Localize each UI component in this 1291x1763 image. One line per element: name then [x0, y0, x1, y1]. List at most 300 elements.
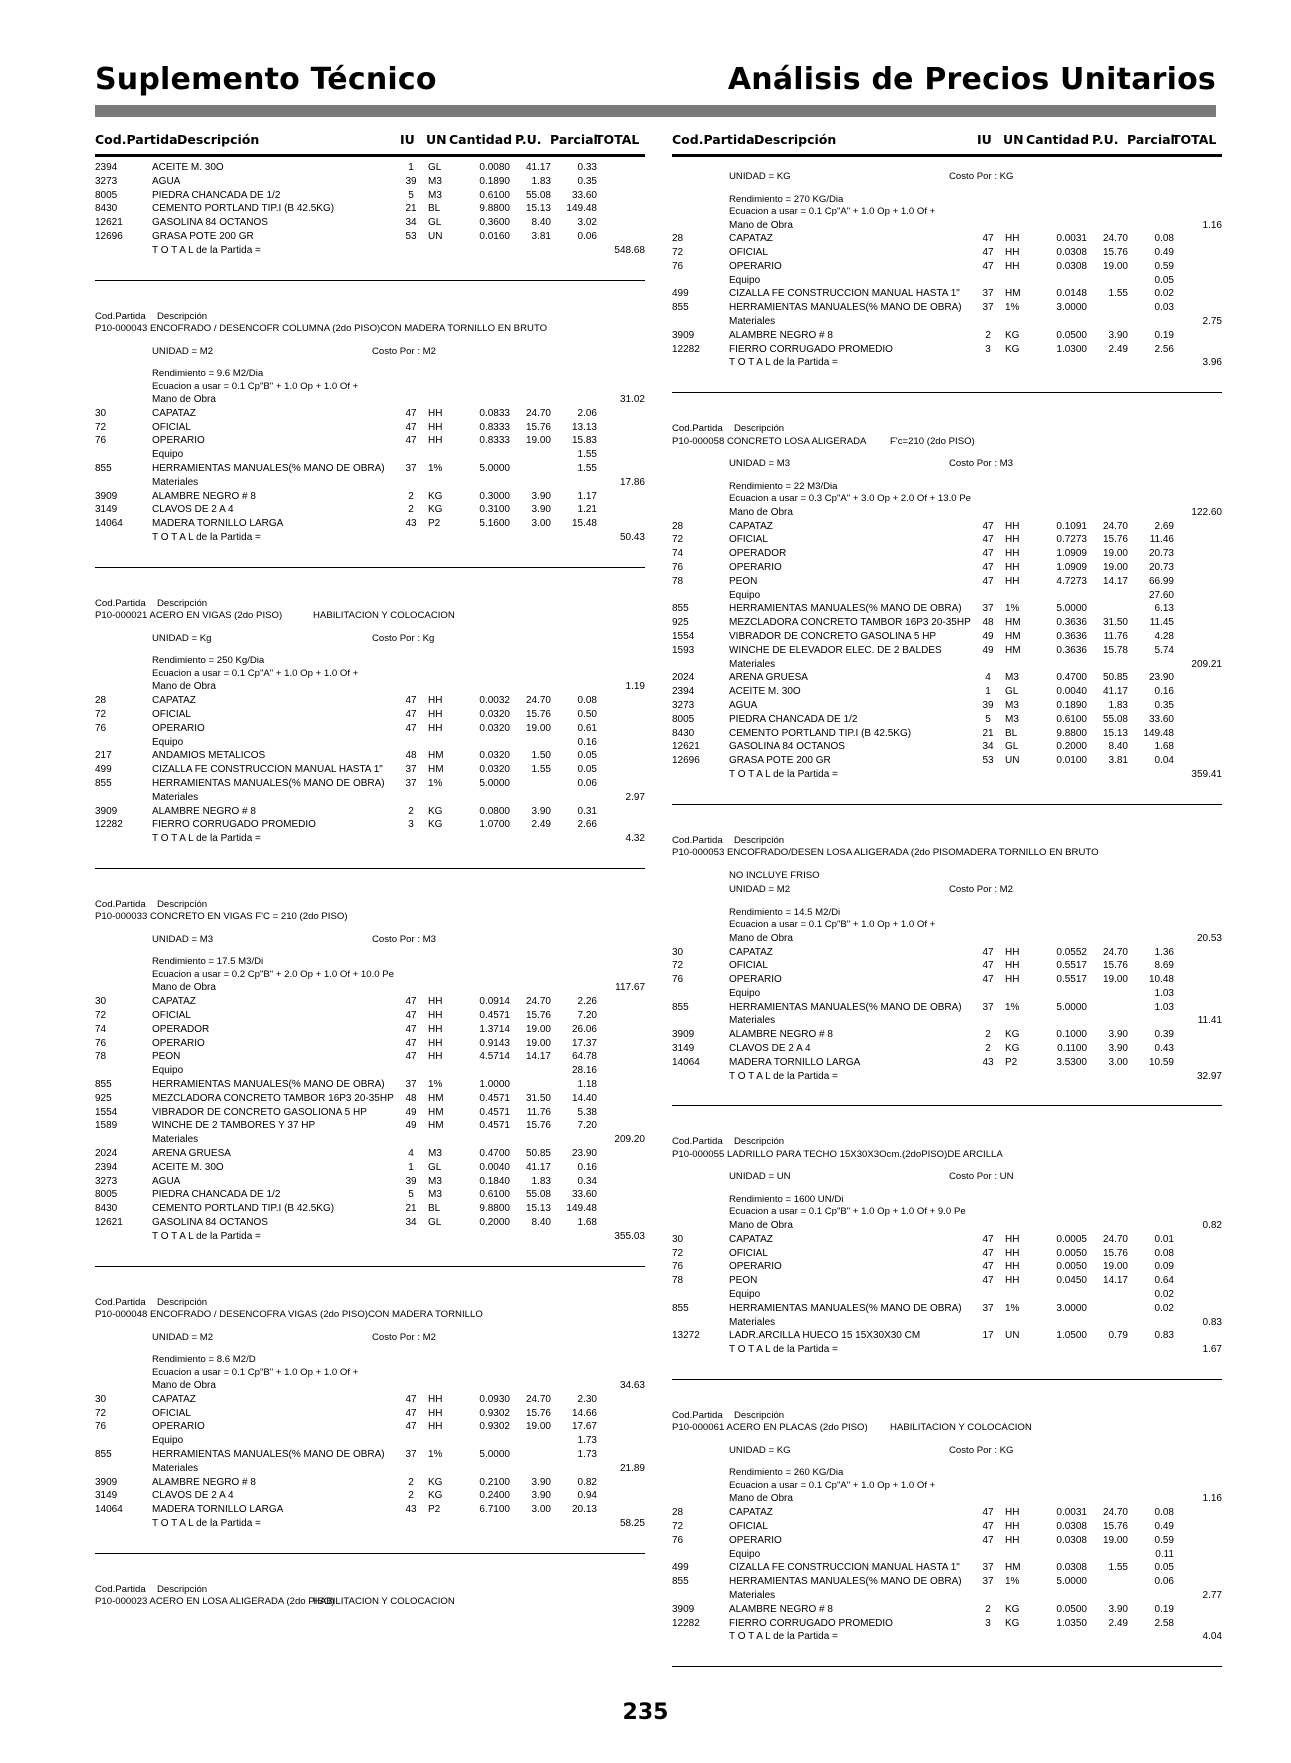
unit-cell: HM [1005, 644, 1021, 656]
iu-cell: 47 [982, 548, 994, 560]
table-row [672, 1056, 1222, 1070]
table-row [672, 959, 1222, 973]
unit-price-cell: 1.55 [1108, 288, 1128, 300]
partial-cell: 15.83 [571, 435, 597, 447]
code-cell: 30 [672, 946, 684, 958]
table-row [95, 1393, 645, 1407]
partida-header-labels [672, 1136, 1222, 1149]
note-text: NO INCLUYE FRISO [729, 869, 820, 881]
table-row [95, 448, 645, 462]
description-cell: OPERARIO [729, 974, 782, 986]
code-cell: 855 [672, 1302, 689, 1314]
unidad-value: UNIDAD = M3 [152, 933, 214, 945]
descripcion-label: Descripción [734, 423, 785, 435]
description-cell: OPERARIO [729, 561, 782, 573]
code-cell: 8430 [672, 727, 695, 739]
quantity-cell: 0.0320 [479, 750, 510, 762]
partial-cell: 0.82 [577, 1476, 597, 1488]
unit-price-cell: 24.70 [525, 407, 551, 419]
quantity-cell: 4.7273 [1056, 575, 1087, 587]
partida-title-extra: F'c=210 (2do PISO) [890, 435, 975, 447]
unit-cell: 1% [428, 463, 443, 475]
unit-price-cell: 1.55 [531, 764, 551, 776]
iu-cell: 47 [405, 1023, 417, 1035]
unit-cell: KG [1005, 343, 1020, 355]
header-pu: P.U. [1092, 132, 1119, 147]
cod-partida-label: Cod.Partida [672, 423, 723, 435]
table-row [672, 1548, 1222, 1562]
descripcion-label: Descripción [157, 1583, 208, 1595]
cod-partida-label: Cod.Partida [95, 597, 146, 609]
quantity-cell: 1.0909 [1056, 561, 1087, 573]
unit-cell: UN [428, 230, 443, 242]
unit-price-cell: 19.00 [525, 435, 551, 447]
table-row [95, 1119, 645, 1133]
unit-cell: HH [428, 1037, 443, 1049]
partida-note [672, 870, 1222, 883]
note-text: Rendimiento = 1600 UN/Di [729, 1193, 844, 1205]
table-row [95, 736, 645, 750]
quantity-cell: 0.0308 [1056, 1562, 1087, 1574]
unit-cell: HH [1005, 1233, 1020, 1245]
iu-cell: 47 [982, 233, 994, 245]
spacer [672, 1161, 1222, 1171]
quantity-cell: 0.2400 [479, 1490, 510, 1502]
unidad-row [95, 1332, 645, 1345]
table-row [95, 708, 645, 722]
iu-cell: 3 [985, 1617, 991, 1629]
iu-cell: 39 [405, 1175, 417, 1187]
unit-price-cell: 15.76 [525, 708, 551, 720]
table-row [672, 1288, 1222, 1302]
code-cell: 855 [672, 1001, 689, 1013]
partida-note [95, 1367, 645, 1380]
partida-title: P10-000055 LADRILLO PARA TECHO 15X30X3Ocm.(2doPISO)DE ARCILLA [672, 1148, 1003, 1160]
iu-cell: 43 [982, 1056, 994, 1068]
quantity-cell: 1.3714 [479, 1023, 510, 1035]
code-cell: 2024 [672, 672, 695, 684]
partial-cell: 0.11 [1155, 1548, 1174, 1560]
table-row [95, 230, 645, 244]
total-cell: 2.75 [1202, 316, 1222, 328]
description-cell: ACEITE M. 30O [152, 1161, 224, 1173]
table-row [672, 356, 1222, 370]
unidad-value: UNIDAD = M2 [152, 345, 214, 357]
spacer [672, 1184, 1222, 1194]
partial-cell: 3.02 [577, 217, 597, 229]
table-row [95, 393, 645, 407]
partida-title-row [95, 1596, 645, 1609]
quantity-cell: 1.0000 [479, 1078, 510, 1090]
description-cell: CLAVOS DE 2 A 4 [152, 504, 234, 516]
partial-cell: 0.01 [1154, 1233, 1174, 1245]
partida-note [95, 381, 645, 394]
code-cell: 76 [95, 435, 107, 447]
code-cell: 30 [95, 407, 107, 419]
unidad-row [95, 934, 645, 947]
code-cell: 28 [672, 1507, 684, 1519]
table-row [95, 490, 645, 504]
partial-cell: 10.48 [1148, 974, 1174, 986]
iu-cell: 47 [982, 575, 994, 587]
quantity-cell: 9.8800 [1056, 727, 1087, 739]
description-cell: T O T A L de la Partida = [152, 532, 261, 544]
table-row [95, 189, 645, 203]
iu-cell: 1 [408, 162, 414, 173]
table-row [95, 1503, 645, 1517]
unit-cell: HH [1005, 974, 1020, 986]
quantity-cell: 0.9302 [479, 1421, 510, 1433]
iu-cell: 47 [405, 1421, 417, 1433]
costo-por-value: Costo Por : KG [949, 171, 1014, 182]
code-cell: 855 [672, 302, 689, 314]
code-cell: 72 [95, 708, 107, 720]
note-text: Ecuacion a usar = 0.1 Cp"B" + 1.0 Op + 1.0 Of + 9.0 Pe [729, 1206, 966, 1218]
total-cell: 117.67 [615, 982, 645, 994]
quantity-cell: 1.0909 [1056, 548, 1087, 560]
quantity-cell: 0.3636 [1056, 644, 1087, 656]
code-cell: 3149 [95, 504, 118, 516]
unit-cell: HH [428, 708, 443, 720]
iu-cell: 2 [985, 1029, 991, 1041]
unidad-row [672, 884, 1222, 897]
partida-note [672, 493, 1222, 506]
partial-cell: 0.05 [1154, 274, 1174, 286]
table-row [672, 246, 1222, 260]
iu-cell: 47 [405, 435, 417, 447]
iu-cell: 37 [982, 1576, 994, 1588]
code-cell: 855 [95, 1449, 112, 1461]
description-cell: WINCHE DE 2 TAMBORES Y 37 HP [152, 1120, 316, 1132]
table-row [672, 1042, 1222, 1056]
table-row [672, 1575, 1222, 1589]
quantity-cell: 9.8800 [479, 1203, 510, 1215]
quantity-cell: 0.0833 [479, 407, 510, 419]
iu-cell: 47 [982, 561, 994, 573]
description-cell: PEON [729, 575, 758, 587]
code-cell: 76 [672, 260, 684, 272]
quantity-cell: 0.0031 [1056, 1507, 1087, 1519]
unit-price-cell: 2.49 [1108, 1617, 1128, 1629]
description-cell: OPERARIO [729, 1261, 782, 1273]
table-row [95, 1092, 645, 1106]
header-total: TOTAL [1172, 132, 1217, 147]
code-cell: 3909 [672, 329, 695, 341]
partida-note [672, 1467, 1222, 1480]
partial-cell: 0.39 [1154, 1029, 1174, 1041]
unit-price-cell: 24.70 [525, 695, 551, 707]
table-row [672, 329, 1222, 343]
description-cell: FIERRO CORRUGADO PROMEDIO [729, 343, 893, 355]
quantity-cell: 0.6100 [479, 189, 510, 201]
unit-cell: M3 [428, 1147, 442, 1159]
partida-note [95, 969, 645, 982]
partida-title-row [672, 1422, 1222, 1435]
table-row [672, 740, 1222, 754]
code-cell: 855 [95, 1078, 112, 1090]
description-cell: CEMENTO PORTLAND TIP.I (B 42.5KG) [152, 1203, 335, 1215]
partial-cell: 1.55 [577, 463, 597, 475]
iu-cell: 21 [982, 727, 994, 739]
description-cell: Equipo [729, 1288, 761, 1300]
partida-divider [672, 804, 1222, 805]
iu-cell: 47 [982, 1507, 994, 1519]
iu-cell: 47 [982, 1261, 994, 1273]
code-cell: 14064 [95, 518, 123, 530]
total-cell: 0.83 [1202, 1316, 1222, 1328]
quantity-cell: 0.0005 [1056, 1233, 1087, 1245]
code-cell: 76 [672, 561, 684, 573]
table-row [95, 531, 645, 545]
code-cell: 3909 [672, 1029, 695, 1041]
description-cell: HERRAMIENTAS MANUALES(% MANO DE OBRA) [729, 1001, 962, 1013]
code-cell: 12621 [95, 217, 123, 229]
partial-cell: 0.02 [1154, 1302, 1174, 1314]
code-cell: 3273 [95, 175, 118, 187]
iu-cell: 1 [985, 686, 991, 698]
partida-note [672, 907, 1222, 920]
unit-price-cell: 31.50 [525, 1092, 551, 1104]
unit-cell: HH [428, 996, 443, 1008]
table-row [672, 343, 1222, 357]
header-un: UN [426, 132, 447, 147]
unit-cell: 1% [1005, 1576, 1020, 1588]
quantity-cell: 0.0800 [479, 805, 510, 817]
partida-header-labels [95, 598, 645, 611]
unit-cell: HM [428, 1106, 444, 1118]
costo-por-value: Costo Por : M2 [949, 884, 1013, 896]
partida-note [95, 668, 645, 681]
partial-cell: 0.08 [1154, 1507, 1174, 1519]
quantity-cell: 0.8333 [479, 421, 510, 433]
table-row [672, 301, 1222, 315]
partida-header-labels [95, 1297, 645, 1310]
code-cell: 74 [95, 1023, 107, 1035]
unit-cell: HH [1005, 1261, 1020, 1273]
description-cell: OFICIAL [152, 708, 191, 720]
quantity-cell: 1.0500 [1056, 1330, 1087, 1342]
partial-cell: 0.31 [577, 805, 597, 817]
description-cell: HERRAMIENTAS MANUALES(% MANO DE OBRA) [152, 777, 385, 789]
header-cantidad: Cantidad [1026, 132, 1090, 147]
table-row [672, 1603, 1222, 1617]
table-row [672, 1589, 1222, 1603]
partial-cell: 20.73 [1148, 561, 1174, 573]
description-cell: Mano de Obra [729, 1219, 793, 1231]
table-row [672, 1506, 1222, 1520]
description-cell: CAPATAZ [729, 1507, 773, 1519]
table-row [672, 1001, 1222, 1015]
description-cell: ALAMBRE NEGRO # 8 [729, 1029, 833, 1041]
description-cell: WINCHE DE ELEVADOR ELEC. DE 2 BALDES [729, 644, 942, 656]
quantity-cell: 0.0308 [1056, 1521, 1087, 1533]
description-cell: T O T A L de la Partida = [729, 1631, 838, 1643]
table-row [672, 1247, 1222, 1261]
description-cell: OFICIAL [152, 1010, 191, 1021]
partial-cell: 7.20 [577, 1120, 597, 1132]
quantity-cell: 0.4700 [1056, 672, 1087, 684]
code-cell: 76 [95, 1037, 107, 1049]
total-cell: 21.89 [619, 1462, 645, 1474]
partial-cell: 20.73 [1148, 548, 1174, 560]
unit-cell: HH [1005, 1247, 1020, 1259]
table-row [95, 1106, 645, 1120]
code-cell: 12282 [95, 819, 123, 831]
code-cell: 30 [95, 996, 107, 1008]
table-row [672, 946, 1222, 960]
quantity-cell: 5.0000 [1056, 603, 1087, 615]
iu-cell: 37 [982, 288, 994, 300]
quantity-cell: 0.2000 [479, 1216, 510, 1228]
table-row [672, 315, 1222, 329]
table-row [95, 476, 645, 490]
total-cell: 359.41 [1191, 768, 1222, 780]
description-cell: T O T A L de la Partida = [152, 244, 261, 256]
table-row [95, 1037, 645, 1051]
description-cell: PIEDRA CHANCADA DE 1/2 [152, 189, 281, 201]
iu-cell: 47 [405, 1393, 417, 1405]
unit-price-cell: 3.90 [1108, 1029, 1128, 1041]
unit-price-cell: 15.76 [525, 1010, 551, 1021]
partida-note [95, 956, 645, 969]
description-cell: VIBRADOR DE CONCRETO GASOLIONA 5 HP [152, 1106, 367, 1118]
table-row [672, 506, 1222, 520]
iu-cell: 5 [408, 189, 414, 201]
iu-cell: 37 [982, 603, 994, 615]
quantity-cell: 0.1100 [1057, 1043, 1087, 1055]
description-cell: OPERARIO [729, 260, 782, 272]
unit-price-cell: 19.00 [1102, 1261, 1128, 1273]
quantity-cell: 5.0000 [1056, 1576, 1087, 1588]
iu-cell: 2 [408, 1490, 414, 1502]
description-cell: FIERRO CORRUGADO PROMEDIO [152, 819, 316, 831]
partial-cell: 149.48 [566, 1203, 597, 1215]
unit-price-cell: 15.76 [525, 421, 551, 433]
quantity-cell: 0.0050 [1056, 1247, 1087, 1259]
unit-cell: KG [428, 819, 443, 831]
quantity-cell: 0.0032 [479, 695, 510, 707]
description-cell: T O T A L de la Partida = [152, 1518, 261, 1530]
unit-cell: HH [428, 1421, 443, 1433]
cod-partida-label: Cod.Partida [95, 898, 146, 910]
unit-price-cell: 3.90 [1108, 1603, 1128, 1615]
code-cell: 30 [95, 1393, 107, 1405]
partial-cell: 0.08 [1154, 1247, 1174, 1259]
description-cell: HERRAMIENTAS MANUALES(% MANO DE OBRA) [152, 1078, 385, 1090]
cod-partida-label: Cod.Partida [95, 310, 146, 322]
description-cell: GRASA POTE 200 GR [152, 230, 254, 242]
table-row [95, 722, 645, 736]
unit-cell: 1% [428, 1078, 443, 1090]
partial-cell: 0.05 [577, 750, 597, 762]
description-cell: VIBRADOR DE CONCRETO GASOLINA 5 HP [729, 630, 937, 642]
header-parcial: Parcial [1127, 132, 1175, 147]
description-cell: ALAMBRE NEGRO # 8 [152, 490, 256, 502]
partial-cell: 0.06 [577, 230, 597, 242]
spacer [672, 471, 1222, 481]
description-cell: CEMENTO PORTLAND TIP.I (B 42.5KG) [152, 203, 335, 215]
description-cell: CAPATAZ [729, 946, 773, 958]
iu-cell: 34 [405, 217, 417, 229]
unit-price-cell: 19.00 [525, 1421, 551, 1433]
table-row [95, 1462, 645, 1476]
partial-cell: 2.56 [1154, 343, 1174, 355]
unit-cell: GL [428, 217, 442, 229]
partial-cell: 4.28 [1154, 630, 1174, 642]
spacer [672, 184, 1222, 194]
note-text: Rendimiento = 14.5 M2/Di [729, 906, 841, 918]
table-row [95, 1147, 645, 1161]
code-cell: 2394 [95, 162, 118, 173]
iu-cell: 47 [405, 407, 417, 419]
table-row [95, 1434, 645, 1448]
iu-cell: 49 [405, 1120, 417, 1132]
quantity-cell: 5.0000 [479, 1449, 510, 1461]
description-cell: OFICIAL [729, 1521, 768, 1533]
unit-cell: HH [1005, 520, 1020, 532]
table-row [672, 1630, 1222, 1644]
table-row [672, 575, 1222, 589]
unidad-row [672, 1445, 1222, 1458]
iu-cell: 53 [405, 230, 417, 242]
unit-price-cell: 8.40 [1108, 741, 1128, 753]
unit-cell: HM [428, 764, 444, 776]
total-cell: 2.77 [1202, 1590, 1222, 1602]
iu-cell: 49 [405, 1106, 417, 1118]
page-number: 235 [622, 1700, 669, 1725]
table-row [672, 1329, 1222, 1343]
partida-divider [672, 1666, 1222, 1667]
iu-cell: 37 [405, 1078, 417, 1090]
description-cell: Equipo [152, 736, 184, 748]
table-row [95, 1489, 645, 1503]
code-cell: 855 [95, 777, 112, 789]
description-cell: CAPATAZ [152, 407, 196, 419]
note-text: Rendimiento = 260 KG/Dia [729, 1467, 844, 1479]
unit-cell: 1% [1005, 302, 1020, 314]
description-cell: Materiales [152, 791, 199, 803]
description-cell: CAPATAZ [152, 1393, 196, 1405]
unidad-row [672, 458, 1222, 471]
description-cell: Mano de Obra [152, 394, 216, 406]
partida-title: P10-000023 ACERO EN LOSA ALIGERADA (2do PISO) [95, 1596, 335, 1608]
code-cell: 3909 [95, 1476, 118, 1488]
partial-cell: 1.03 [1154, 987, 1174, 999]
quantity-cell: 0.0450 [1056, 1275, 1087, 1287]
code-cell: 3909 [95, 490, 118, 502]
unit-cell: GL [1005, 686, 1019, 698]
unit-price-cell: 1.50 [531, 750, 551, 762]
partida-title: P10-000021 ACERO EN VIGAS (2do PISO) [95, 610, 283, 622]
partial-cell: 13.13 [571, 421, 597, 433]
partial-cell: 0.05 [577, 764, 597, 776]
partial-cell: 0.04 [1154, 755, 1174, 767]
description-cell: AGUA [152, 1175, 181, 1187]
total-cell: 50.43 [619, 532, 645, 544]
table-row [672, 644, 1222, 658]
description-cell: FIERRO CORRUGADO PROMEDIO [729, 1617, 893, 1629]
iu-cell: 48 [982, 617, 994, 629]
table-row [672, 1617, 1222, 1631]
iu-cell: 37 [982, 1562, 994, 1574]
partial-cell: 23.90 [1148, 672, 1174, 684]
partida-note [95, 1354, 645, 1367]
quantity-cell: 0.0100 [1056, 755, 1087, 767]
description-cell: HERRAMIENTAS MANUALES(% MANO DE OBRA) [729, 1576, 962, 1588]
table-row [672, 260, 1222, 274]
partida-note [672, 860, 1222, 870]
code-cell: 72 [95, 1407, 107, 1419]
